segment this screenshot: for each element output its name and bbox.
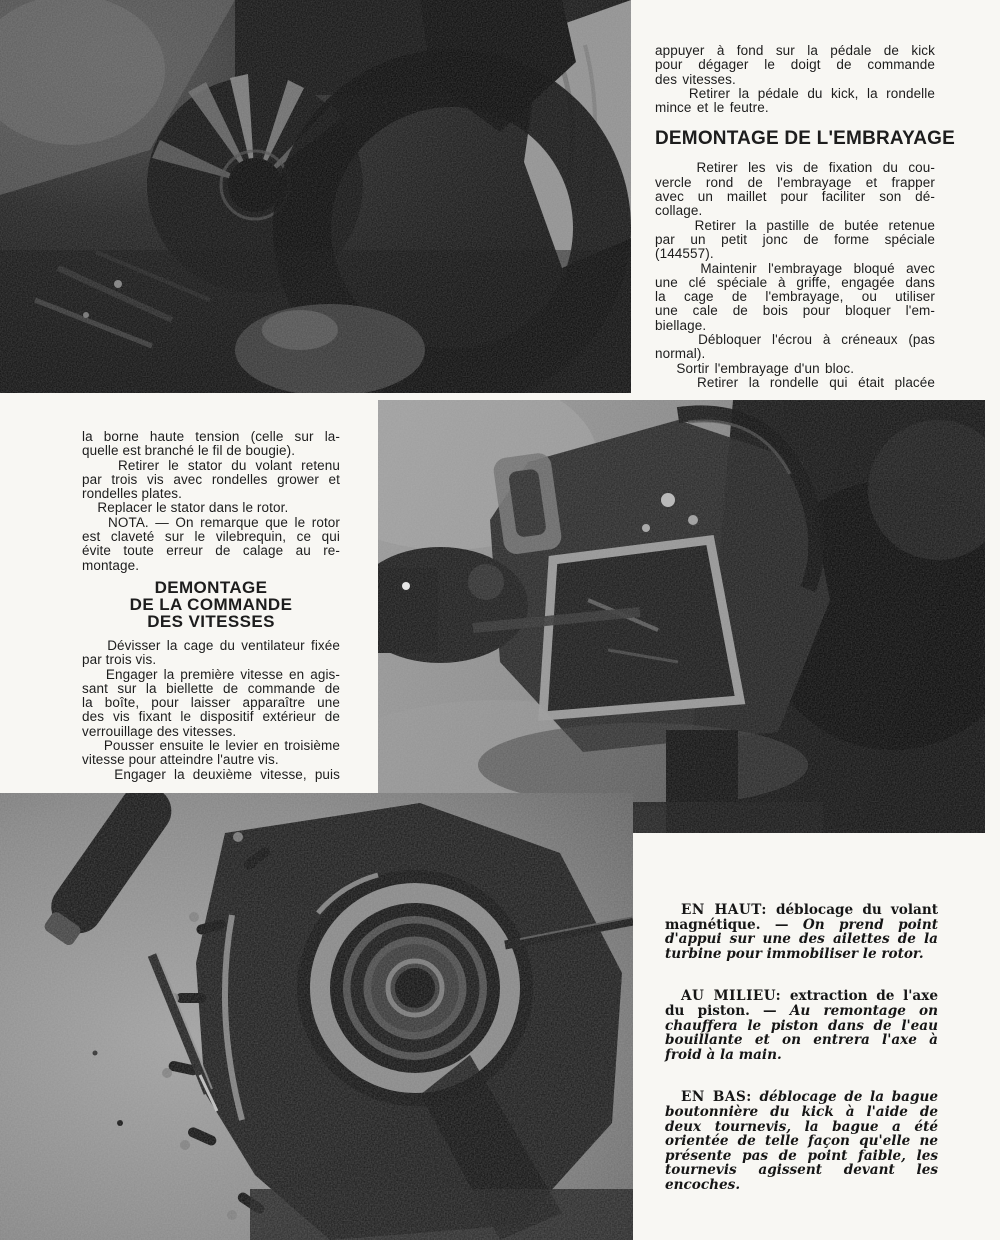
text-line: Maintenir l'embrayage bloqué avec <box>655 260 935 276</box>
paragraph <box>655 376 935 390</box>
text-line: Retirer les vis de fixation du cou- <box>655 160 935 176</box>
text-line: normal). <box>655 346 706 362</box>
text-line: la borne haute tension (celle sur la- <box>82 429 340 444</box>
text-line: (144557). <box>655 246 714 262</box>
text-line: biellage. <box>655 317 707 333</box>
paragraph <box>655 87 935 116</box>
text-line: rondelles plates. <box>82 486 183 502</box>
paragraph <box>82 501 340 515</box>
photo-kick-ring-screwdrivers <box>0 793 633 1240</box>
heading-line: DES VITESSES <box>147 611 275 631</box>
photo-piston-extraction <box>378 400 985 833</box>
caption-italic: déblocage de la bague boutonnière du kick à l'aide de deux tournevis, la bague a été orientée de telle façon qu'elle ne présente pas de point faible, les tournevis agissent devant les encoches. <box>665 1089 938 1193</box>
text-line: verrouillage des vitesses. <box>82 723 237 739</box>
text-line: NOTA. — On remarque que le rotor <box>82 514 340 530</box>
text-line: avec un maillet pour faciliter son dé- <box>655 189 935 205</box>
text-line: Replacer le stator dans le rotor. <box>82 500 289 516</box>
caption-lead: AU MILIEU: <box>681 988 782 1005</box>
text-line: Retirer le stator du volant retenu <box>82 457 340 473</box>
paragraph <box>82 516 340 573</box>
text-line: par trois vis avec rondelles grower et <box>82 471 340 487</box>
text-line: appuyer à fond sur la pédale de kick <box>655 43 935 58</box>
text-line: par trois vis. <box>82 652 157 668</box>
caption-lead: EN HAUT: <box>681 902 767 918</box>
section-heading-embrayage: DEMONTAGE DE L'EMBRAYAGE <box>655 128 955 150</box>
photo-flywheel-magneto-art <box>0 0 631 393</box>
caption-au-milieu <box>665 989 938 1062</box>
text-line: la boîte, pour laisser apparaître une <box>82 695 340 711</box>
column-right <box>655 43 955 390</box>
photo-kick-ring-art <box>0 793 633 1240</box>
text-line: Débloquer l'écrou à créneaux (pas <box>655 332 935 348</box>
text-line: collage. <box>655 203 703 219</box>
paragraph <box>82 768 340 782</box>
caption-roman: extraction de l'axe du piston. — <box>665 988 938 1019</box>
paragraph <box>655 44 935 87</box>
text-line: Retirer la rondelle qui était placée <box>655 374 935 390</box>
text-line: une cale de bois pour bloquer l'em- <box>655 303 935 319</box>
text-line: Pousser ensuite le levier en troisième <box>82 738 340 754</box>
text-line: Retirer la pastille de butée retenue <box>655 217 935 233</box>
paragraph <box>82 430 340 459</box>
caption-en-haut <box>665 903 938 961</box>
text-line: des vitesses. <box>655 71 736 87</box>
text-line: la cage de l'embrayage, ou utiliser <box>655 289 935 305</box>
text-line: des vis fixant le dispositif extérieur de <box>82 709 340 725</box>
text-line: Sortir l'embrayage d'un bloc. <box>655 360 855 376</box>
text-line: Engager la deuxième vitesse, puis <box>82 766 340 782</box>
paragraph <box>82 739 340 768</box>
caption-en-bas <box>665 1090 938 1192</box>
caption-roman: déblocage du volant magnétique. — <box>665 902 938 933</box>
text-line: évite toute erreur de calage au re- <box>82 543 340 559</box>
paragraph <box>655 219 935 262</box>
paragraph <box>655 161 935 218</box>
text-line: quelle est branché le fil de bougie). <box>82 443 296 459</box>
text-line: par un petit jonc de forme spéciale <box>655 231 935 247</box>
text-line: Dévisser la cage du ventilateur fixée <box>82 637 340 653</box>
photo-captions <box>665 903 938 1221</box>
paragraph <box>655 262 935 333</box>
column-left <box>82 430 340 782</box>
text-line: Engager la première vitesse en agis- <box>82 666 340 682</box>
paragraph <box>82 639 340 668</box>
caption-lead: EN BAS: <box>681 1089 752 1106</box>
left-paragraphs-top <box>82 430 340 573</box>
paragraph <box>82 459 340 502</box>
caption-italic: On prend point d'appui sur une des ailettes de la turbine pour immobiliser le rotor. <box>665 916 938 962</box>
text-line: Retirer la pédale du kick, la rondelle <box>655 85 935 101</box>
paragraph <box>655 362 935 376</box>
right-paragraphs-bottom <box>655 161 935 390</box>
text-line: une clé spéciale à griffe, engagée dans <box>655 274 935 290</box>
text-line: pour dégager le doigt de commande <box>655 57 935 73</box>
section-heading-vitesses <box>82 577 340 631</box>
paragraph <box>82 668 340 739</box>
text-line: est claveté sur le vilebrequin, ce qui <box>82 529 340 545</box>
text-line: sant sur la biellette de commande de <box>82 680 340 696</box>
heading-line: DE LA COMMANDE <box>129 594 293 614</box>
photo-flywheel-magneto <box>0 0 631 393</box>
caption-italic: Au remontage on chauffera le piston dans de l'eau bouillante et on entrera l'axe à froid à la main. <box>665 1002 938 1063</box>
text-line: montage. <box>82 557 140 573</box>
heading-line: DEMONTAGE <box>154 577 268 597</box>
right-paragraphs-top <box>655 44 935 115</box>
photo-piston-extraction-art <box>378 400 985 833</box>
text-line: vercle rond de l'embrayage et frapper <box>655 174 935 190</box>
left-paragraphs-bottom <box>82 639 340 782</box>
text-line: mince et le feutre. <box>655 100 769 116</box>
paragraph <box>655 333 935 362</box>
text-line: vitesse pour atteindre l'autre vis. <box>82 752 279 768</box>
